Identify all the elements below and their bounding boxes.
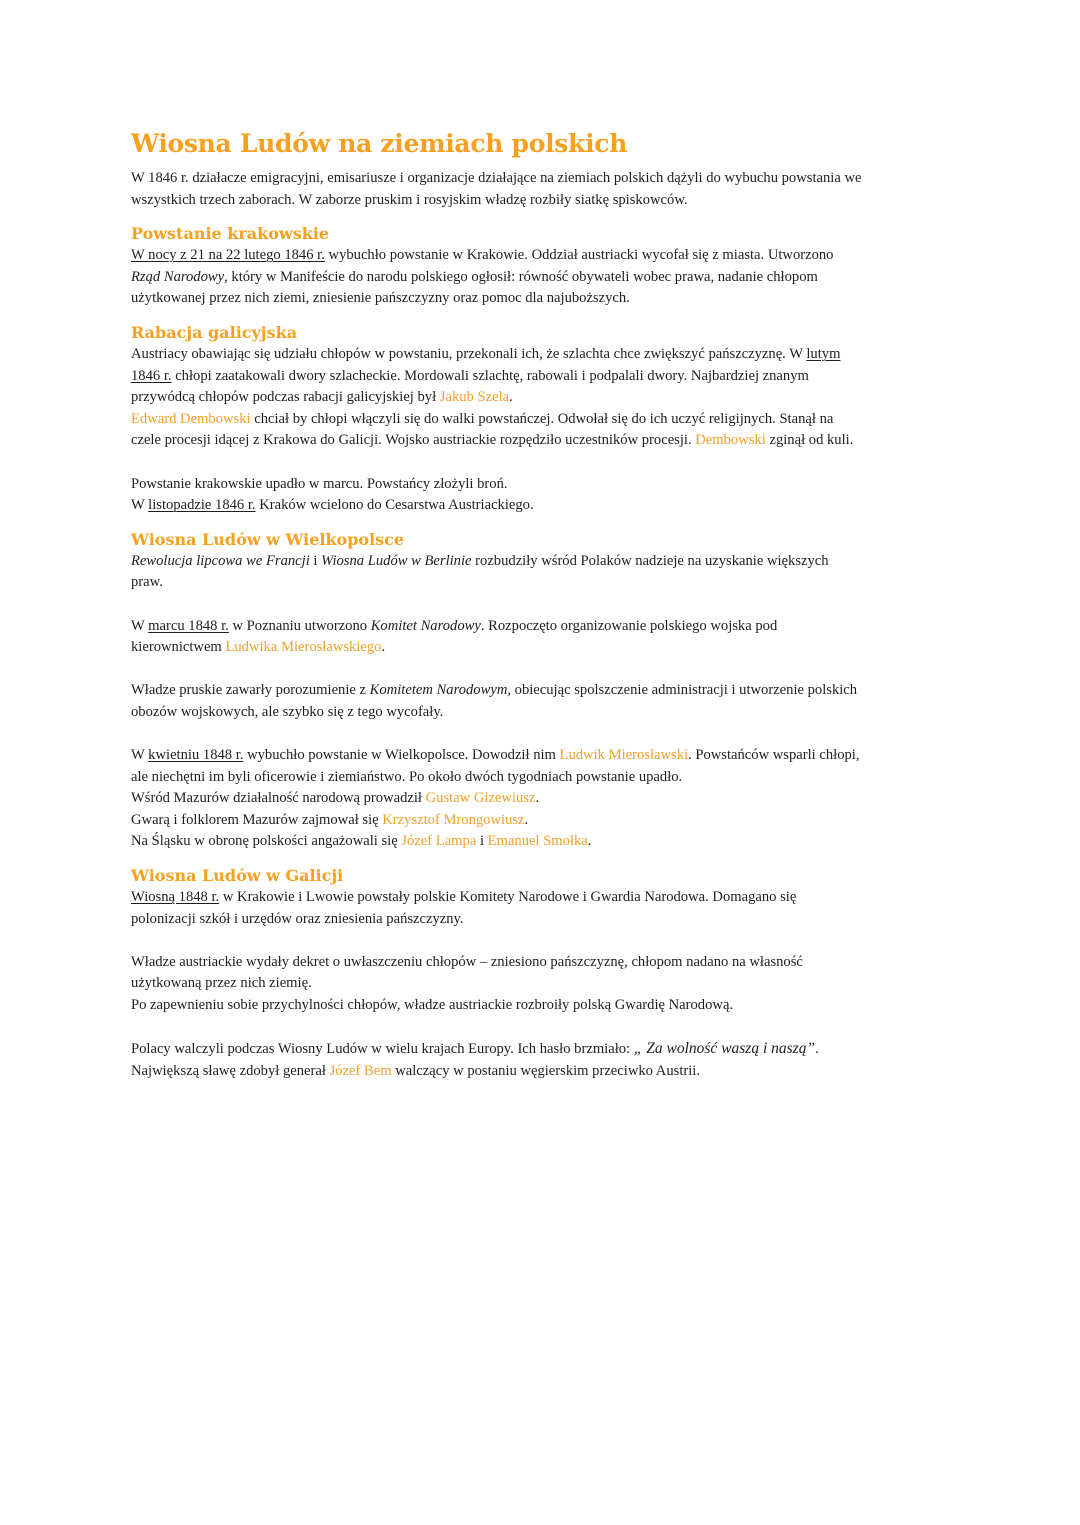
text-run: Polacy walczyli podczas Wiosny Ludów w wielu krajach Europy. Ich hasło brzmiało: bbox=[131, 1041, 634, 1058]
text-run: zginął od kuli. bbox=[765, 432, 854, 449]
italic-term: Komitetem Narodowym bbox=[369, 682, 508, 699]
date-underlined: 1846 r. bbox=[131, 367, 172, 384]
section-heading-wielkopolska: Wiosna Ludów w Wielkopolsce bbox=[131, 529, 405, 549]
date-underlined: lutym bbox=[806, 345, 841, 362]
text-run: Gwarą i folklorem Mazurów zajmował się bbox=[131, 811, 383, 828]
text-run: . bbox=[381, 639, 386, 656]
wielkopolska-paragraph-4 bbox=[131, 745, 961, 853]
person-name: Dembowski bbox=[695, 432, 766, 449]
text-run: użytkowaną przez nich ziemię. bbox=[131, 975, 312, 992]
text-run: i bbox=[476, 833, 488, 850]
wielkopolska-paragraph-2 bbox=[131, 616, 961, 659]
text-run: Władze austriackie wydały dekret o uwłaszczeniu chłopów – zniesiono pańszczyznę, chłopom nadano na własność bbox=[131, 953, 803, 970]
text-run: . Rozpoczęto organizowanie polskiego wojska pod bbox=[480, 617, 778, 634]
text-run: W bbox=[131, 497, 149, 514]
intro-line: W 1846 r. działacze emigracyjni, emisariusze i organizacje działające na ziemiach polskich dążyli do wybuchu powstania we bbox=[131, 170, 862, 186]
text-run: Austriacy obawiając się udziału chłopów w powstaniu, przekonali ich, że szlachta chce zwiększyć pańszczyznę. W bbox=[131, 345, 807, 362]
text-run: w Poznaniu utworzono bbox=[228, 617, 371, 634]
text-run: , obiecując spolszczenie administracji i utworzenie polskich bbox=[507, 682, 858, 699]
section-heading-galicja: Wiosna Ludów w Galicji bbox=[131, 866, 344, 886]
italic-term: Rewolucja lipcowa we Francji bbox=[131, 552, 310, 569]
person-name: Ludwika Mierosławskiego bbox=[225, 639, 382, 656]
text-run: kierownictwem bbox=[131, 639, 226, 656]
rabacja-paragraph bbox=[131, 344, 961, 452]
text-run: praw. bbox=[131, 574, 163, 591]
text-run: w Krakowie i Lwowie powstały polskie Komitety Narodowe i Gwardia Narodowa. Domagano się bbox=[219, 889, 797, 906]
galicja-paragraph-1 bbox=[131, 887, 961, 930]
text-run: . Powstańców wsparli chłopi, bbox=[688, 747, 860, 764]
text-run: rozbudziły wśród Polaków nadzieje na uzyskanie większych bbox=[471, 552, 829, 569]
page-title: Wiosna Ludów na ziemiach polskich bbox=[131, 129, 628, 158]
text-run: wybuchło powstanie w Wielkopolsce. Dowodził nim bbox=[243, 747, 560, 764]
rabacja-summary bbox=[131, 474, 961, 517]
text-run: czele procesji idącej z Krakowa do Galicji. Wojsko austriackie rozpędziło uczestników procesji. bbox=[131, 432, 696, 449]
text-run: polonizacji szkół i urzędów oraz zniesienia pańszczyzny. bbox=[131, 910, 464, 927]
text-run: obozów wojskowych, ale szybko się z tego wycofały. bbox=[131, 703, 444, 720]
text-run: W bbox=[131, 747, 149, 764]
text-run: chciał by chłopi włączyli się do walki powstańczej. Odwołał się do ich uczyć religijnych. Stanął na bbox=[250, 410, 834, 427]
section-heading-rabacja-galicyjska: Rabacja galicyjska bbox=[131, 322, 298, 342]
text-run: Największą sławę zdobył generał bbox=[131, 1062, 330, 1079]
galicja-paragraph-2 bbox=[131, 952, 961, 1017]
intro-line: wszystkich trzech zaborach. W zaborze pruskim i rosyjskim władzę rozbiły siatkę spiskowców. bbox=[131, 191, 688, 208]
text-run: . bbox=[524, 811, 529, 828]
text-run: . bbox=[509, 389, 513, 406]
text-run: przywódcą chłopów podczas rabacji galicyjskiej był bbox=[131, 389, 440, 406]
wielkopolska-paragraph-3 bbox=[131, 680, 961, 723]
text-run: Kraków wcielono do Cesarstwa Austriackiego. bbox=[255, 497, 534, 514]
italic-term: Komitet Narodowy bbox=[370, 617, 481, 634]
text-run: walczący w postaniu węgierskim przeciwko Austrii. bbox=[391, 1062, 700, 1079]
text-run: ale niechętni im byli oficerowie i ziemiaństwo. Po około dwóch tygodniach powstanie upadło. bbox=[131, 768, 683, 785]
intro-paragraph bbox=[131, 168, 961, 211]
text-run: W bbox=[131, 617, 149, 634]
date-underlined: marcu 1848 r. bbox=[148, 617, 229, 634]
date-underlined: W nocy z 21 na 22 lutego 1846 r. bbox=[131, 247, 325, 264]
text-run: Po zapewnieniu sobie przychylności chłopów, władze austriackie rozbroiły polską Gwardię Narodową. bbox=[131, 997, 734, 1013]
document-page bbox=[131, 126, 961, 1082]
text-run: chłopi zaatakowali dwory szlacheckie. Mordowali szlachtę, rabowali i podpalali dwory. Najbardziej znanym bbox=[171, 367, 809, 384]
text-run: Powstanie krakowskie upadło w marcu. Powstańcy złożyli broń. bbox=[131, 475, 508, 492]
text-run: Na Śląsku w obronę polskości angażowali się bbox=[131, 833, 402, 850]
person-name: Jakub Szela bbox=[439, 389, 510, 406]
person-name: Józef Lampa bbox=[401, 833, 477, 850]
italic-term: Wiosna Ludów w Berlinie bbox=[321, 552, 472, 569]
date-underlined: kwietniu 1848 r. bbox=[148, 747, 244, 764]
person-name: Józef Bem bbox=[329, 1062, 392, 1079]
wielkopolska-paragraph-1 bbox=[131, 551, 961, 594]
section-heading-powstanie-krakowskie: Powstanie krakowskie bbox=[131, 224, 330, 244]
text-run: i bbox=[309, 552, 322, 569]
text-run: , który w Manifeście do narodu polskiego ogłosił: równość obywateli wobec prawa, nadanie chłopom bbox=[224, 268, 818, 285]
person-name: Krzysztof Mrongowiusz bbox=[382, 811, 525, 828]
date-underlined: Wiosną 1848 r. bbox=[131, 889, 220, 906]
text-run: . bbox=[535, 790, 540, 807]
text-run: Wśród Mazurów działalność narodową prowadził bbox=[131, 790, 426, 807]
krakow-paragraph bbox=[131, 245, 961, 310]
person-name: Emanuel Smołka bbox=[487, 833, 588, 850]
person-name: Gustaw Gizewiusz bbox=[425, 790, 536, 807]
motto-quote: „ Za wolność waszą i naszą” bbox=[633, 1040, 816, 1058]
person-name: Ludwik Mierosławski bbox=[559, 747, 689, 764]
italic-term: Rząd Narodowy bbox=[131, 268, 225, 285]
text-run: . bbox=[587, 833, 592, 850]
text-run: użytkowanej przez nich ziemi, zniesienie pańszczyzny oraz pomoc dla najuboższych. bbox=[131, 290, 630, 307]
text-run: Władze pruskie zawarły porozumienie z bbox=[131, 682, 370, 699]
galicja-paragraph-3 bbox=[131, 1038, 961, 1082]
person-name: Edward Dembowski bbox=[131, 410, 251, 427]
text-run: . bbox=[815, 1041, 819, 1058]
text-run: wybuchło powstanie w Krakowie. Oddział austriacki wycofał się z miasta. Utworzono bbox=[324, 247, 834, 264]
date-underlined: listopadzie 1846 r. bbox=[148, 497, 256, 514]
